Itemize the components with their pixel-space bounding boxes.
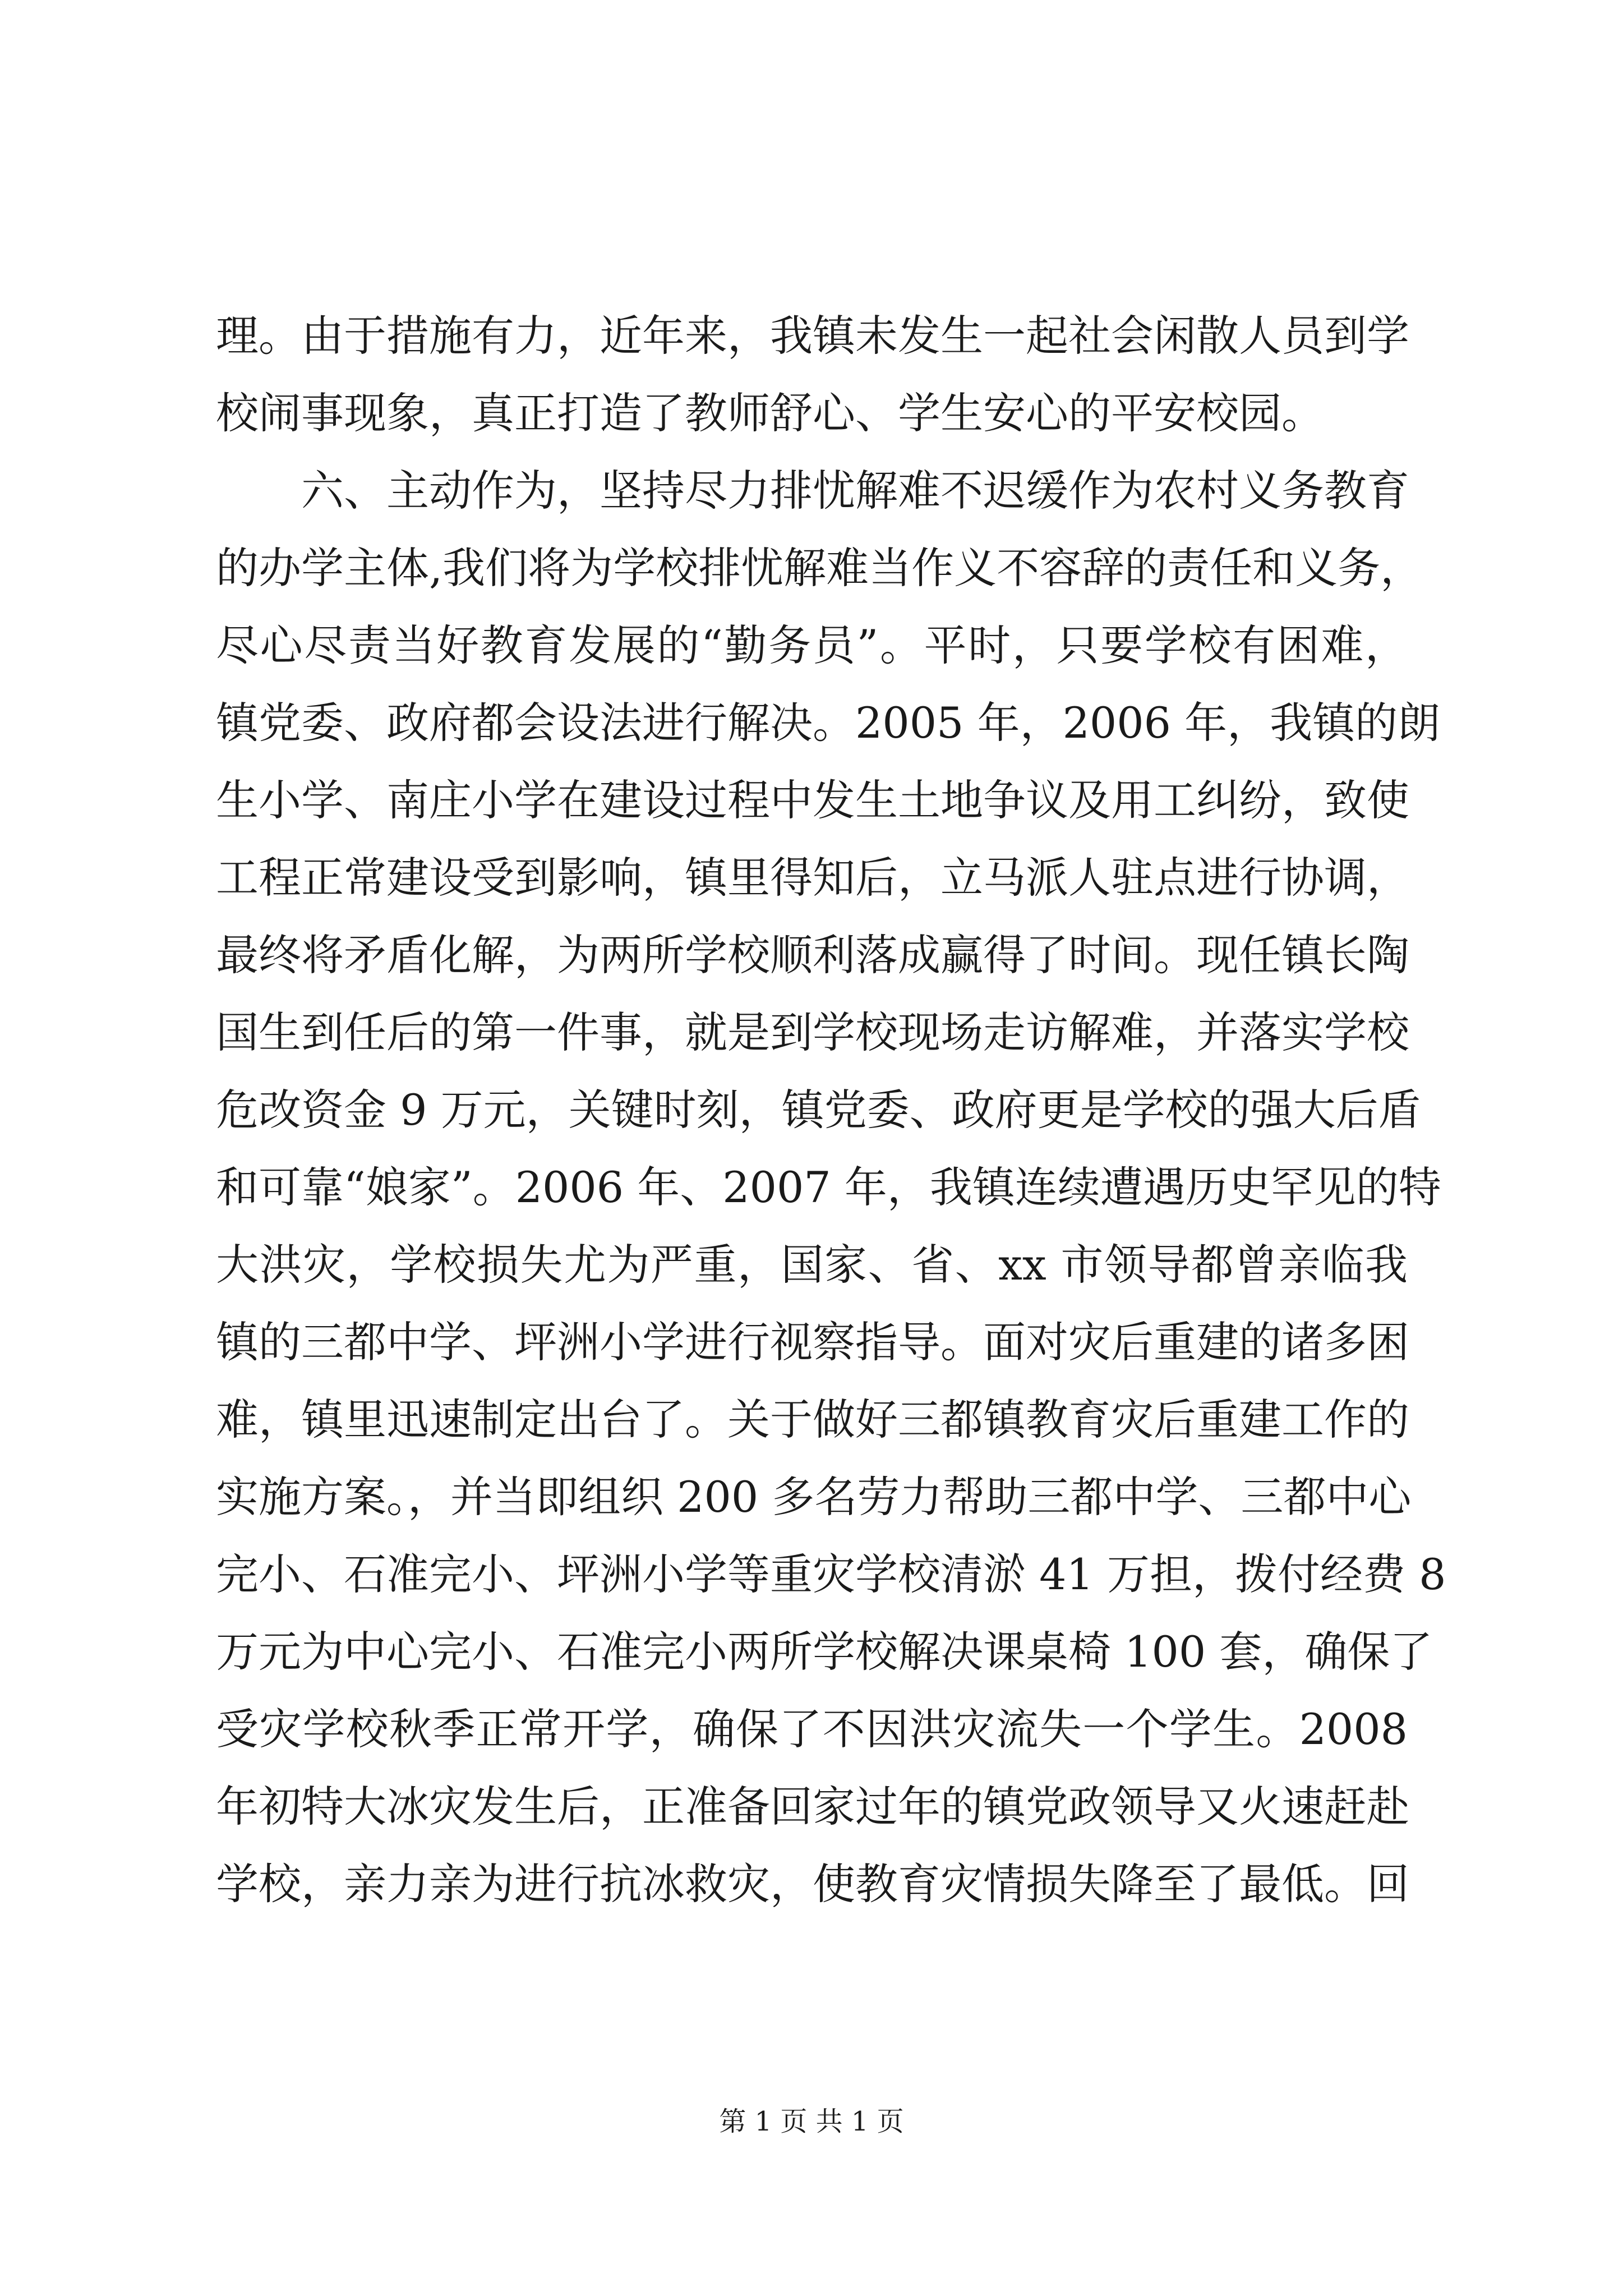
text-line: 生小学、南庄小学在建设过程中发生土地争议及用工纠纷，致使 (216, 775, 1409, 825)
text-line: 大洪灾，学校损失尤为严重，国家、省、xx 市领导都曾亲临我 (216, 1240, 1408, 1290)
text-line: 受灾学校秋季正常开学，确保了不因洪灾流失一个学生。2008 (216, 1704, 1408, 1754)
text-line: 镇的三都中学、坪洲小学进行视察指导。面对灾后重建的诸多困 (216, 1317, 1409, 1367)
text-line: 危改资金 9 万元，关键时刻，镇党委、政府更是学校的强大后盾 (216, 1085, 1421, 1135)
text-line: 最终将矛盾化解，为两所学校顺利落成赢得了时间。现任镇长陶 (216, 930, 1409, 980)
text-line: 尽心尽责当好教育发展的“勤务员”。平时，只要学校有困难， (216, 620, 1408, 670)
text-line: 六、主动作为，坚持尽力排忧解难不迟缓作为农村义务教育 (301, 466, 1409, 516)
text-line: 学校，亲力亲为进行抗冰救灾，使教育灾情损失降至了最低。回 (216, 1859, 1409, 1909)
text-line: 年初特大冰灾发生后，正准备回家过年的镇党政领导又火速赶赴 (216, 1782, 1409, 1832)
text-line: 实施方案。，并当即组织 200 多名劳力帮助三都中学、三都中心 (216, 1472, 1412, 1522)
text-line: 万元为中心完小、石准完小两所学校解决课桌椅 100 套，确保了 (216, 1627, 1433, 1677)
page-number: 第 1 页 共 1 页 (719, 2106, 904, 2137)
text-line: 完小、石准完小、坪洲小学等重灾学校清淤 41 万担，拨付经费 8 (216, 1549, 1446, 1599)
text-line: 难，镇里迅速制定出台了。关于做好三都镇教育灾后重建工作的 (216, 1395, 1409, 1444)
body-text (216, 297, 1446, 1923)
text-line: 校闹事现象，真正打造了教师舒心、学生安心的平安校园。 (216, 388, 1324, 438)
text-line: 工程正常建设受到影响，镇里得知后，立马派人驻点进行协调， (216, 853, 1409, 903)
page-footer (0, 2105, 1623, 2138)
text-line: 镇党委、政府都会设法进行解决。2005 年，2006 年，我镇的朗 (216, 698, 1441, 748)
text-line: 和可靠“娘家”。2006 年、2007 年，我镇连续遭遇历史罕见的特 (216, 1162, 1441, 1212)
text-line: 的办学主体,我们将为学校排忧解难当作义不容辞的责任和义务， (216, 543, 1423, 593)
text-line: 理。由于措施有力，近年来，我镇未发生一起社会闲散人员到学 (216, 311, 1409, 361)
text-line: 国生到任后的第一件事，就是到学校现场走访解难，并落实学校 (216, 1007, 1409, 1057)
